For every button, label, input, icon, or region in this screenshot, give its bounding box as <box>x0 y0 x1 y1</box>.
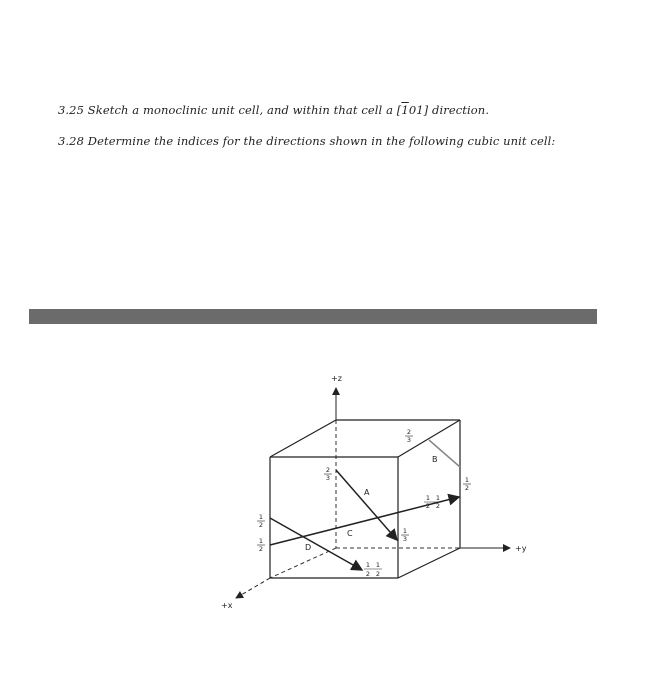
question-3-25-tail: direction. <box>432 103 490 117</box>
y-axis-label: +y <box>515 544 527 553</box>
fraction-one-half-left-upper <box>257 513 265 529</box>
label-C: C <box>347 529 353 538</box>
svg-text:1: 1 <box>258 513 264 521</box>
question-3-28-text: Determine the indices for the directions shown in the following cubic unit cell: <box>87 134 556 148</box>
svg-text:1: 1 <box>425 494 431 502</box>
hidden-edges <box>270 420 460 578</box>
label-A: A <box>364 488 370 497</box>
cube-edges <box>270 420 460 578</box>
hidden-edge-x <box>270 548 336 578</box>
label-B: B <box>432 455 438 464</box>
fraction-half-pair-lower <box>364 561 382 578</box>
svg-text:3: 3 <box>406 436 412 444</box>
fraction-two-thirds-left <box>324 466 332 482</box>
svg-text:2: 2 <box>375 570 381 578</box>
svg-text:1: 1 <box>375 561 381 569</box>
svg-text:1: 1 <box>365 561 371 569</box>
label-D: D <box>305 543 312 552</box>
svg-text:1: 1 <box>402 527 408 535</box>
x-axis-label: +x <box>221 601 233 610</box>
svg-text:2: 2 <box>406 428 412 436</box>
svg-text:2: 2 <box>464 484 470 492</box>
direction-A <box>336 470 397 540</box>
direction-C <box>270 497 459 545</box>
fraction-one-half-right <box>463 476 471 492</box>
direction-indices: [101] <box>396 103 429 117</box>
svg-text:2: 2 <box>435 502 441 510</box>
question-3-25-number: 3.25 <box>58 103 85 117</box>
svg-text:3: 3 <box>325 474 331 482</box>
svg-text:1: 1 <box>464 476 470 484</box>
x-axis <box>236 578 270 598</box>
svg-text:1: 1 <box>435 494 441 502</box>
svg-text:2: 2 <box>425 502 431 510</box>
svg-text:1: 1 <box>258 537 264 545</box>
fraction-half-pair-upper <box>424 494 442 510</box>
fraction-one-third-right <box>401 527 409 543</box>
svg-text:2: 2 <box>365 570 371 578</box>
question-3-28-number: 3.28 <box>58 134 85 148</box>
svg-text:2: 2 <box>258 521 264 529</box>
z-axis-label: +z <box>331 374 342 383</box>
fraction-two-thirds-top <box>405 428 413 444</box>
svg-text:2: 2 <box>258 545 264 553</box>
fraction-one-half-left-lower <box>257 537 265 553</box>
question-3-25-text: Sketch a monoclinic unit cell, and within that cell a <box>87 103 394 117</box>
svg-text:2: 2 <box>325 466 331 474</box>
svg-text:3: 3 <box>402 535 408 543</box>
